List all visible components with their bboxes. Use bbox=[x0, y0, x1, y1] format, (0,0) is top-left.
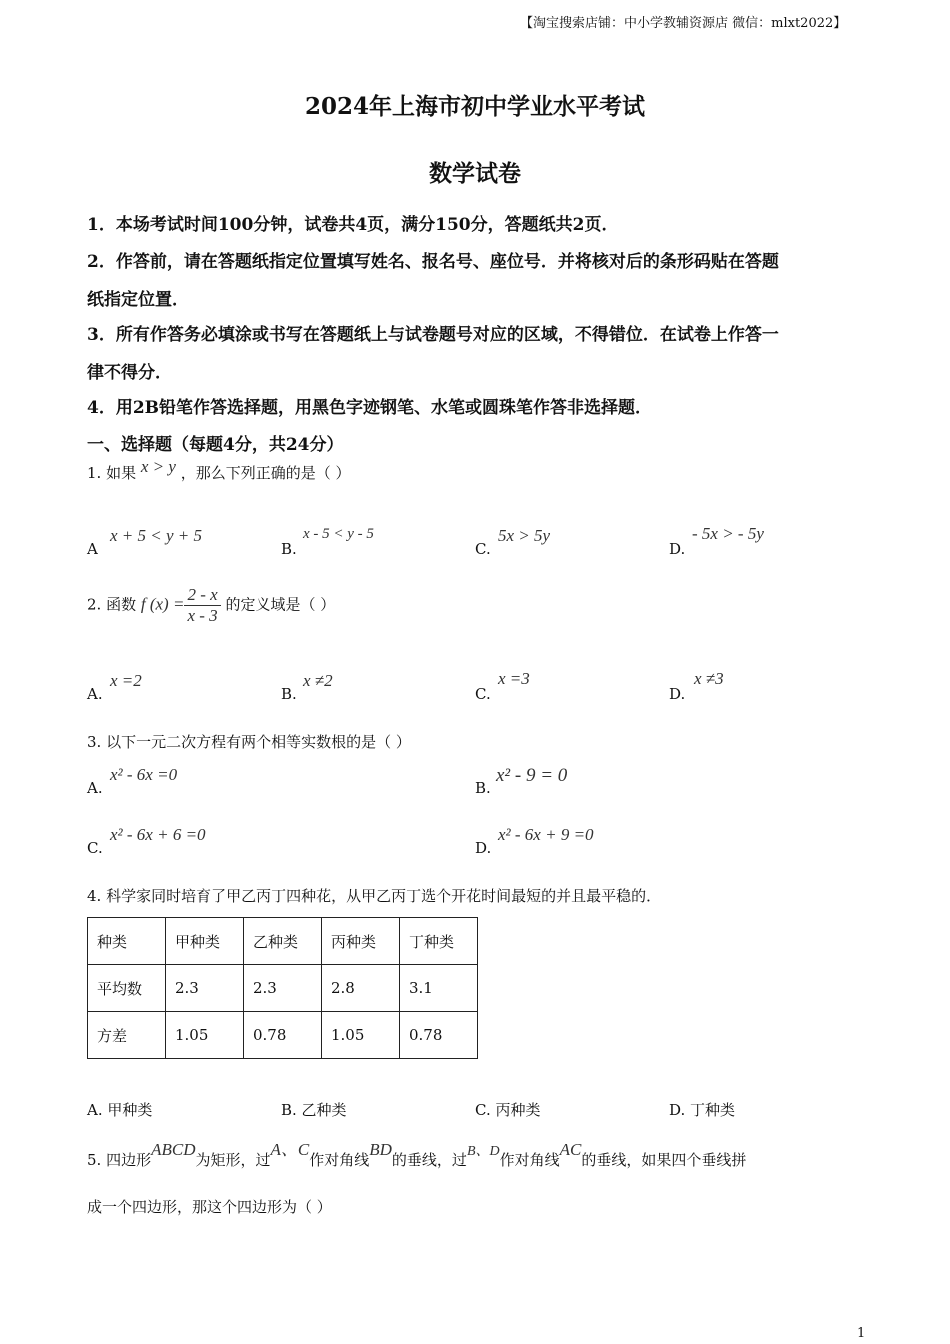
q1-condition: x > y bbox=[140, 457, 176, 476]
instruction-2b: 纸指定位置． bbox=[87, 290, 189, 310]
q4-option-b: B. 乙种类 bbox=[281, 1101, 347, 1119]
q1-option-d-label: D. bbox=[669, 540, 686, 558]
q5-text: 的垂线，过 bbox=[391, 1151, 467, 1169]
q2-option-a: x =2 bbox=[110, 671, 142, 690]
flower-data-table bbox=[87, 917, 478, 1059]
q4-option-c: C. 丙种类 bbox=[475, 1101, 541, 1119]
exam-title: 2024年上海市初中学业水平考试 bbox=[304, 93, 645, 120]
header-note: 【淘宝搜索店铺：中小学教辅资源店 微信：mlxt2022】 bbox=[520, 16, 847, 31]
table-cell: 3.1 bbox=[400, 965, 478, 1012]
q5-text: 为矩形，过 bbox=[195, 1151, 271, 1169]
q1-prefix: 1. 如果 bbox=[87, 464, 137, 482]
q2-option-d: x ≠3 bbox=[694, 669, 724, 688]
q3-option-c-label: C. bbox=[87, 839, 103, 857]
question-5 bbox=[87, 1140, 747, 1170]
q2-prefix: 2. 函数 bbox=[87, 595, 137, 614]
table-cell: 方差 bbox=[88, 1012, 166, 1059]
q1-option-a-label: A bbox=[87, 540, 98, 558]
q1-option-c: 5x > 5y bbox=[498, 526, 551, 545]
exam-subtitle: 数学试卷 bbox=[429, 160, 521, 187]
q2-option-c-label: C. bbox=[475, 685, 491, 703]
q2-option-d-label: D. bbox=[669, 685, 686, 703]
question-5-line2: 成一个四边形，那这个四边形为（ ） bbox=[87, 1198, 332, 1216]
q1-option-c-label: C. bbox=[475, 540, 491, 558]
question-1 bbox=[87, 457, 351, 483]
table-cell: 0.78 bbox=[400, 1012, 478, 1059]
q5-text: 的垂线，如果四个垂线拼 bbox=[581, 1151, 747, 1169]
q1-option-d: - 5x > - 5y bbox=[692, 524, 764, 543]
table-cell: 丙种类 bbox=[322, 918, 400, 965]
q5-math: B、D bbox=[466, 1144, 500, 1159]
instruction-3b: 律不得分． bbox=[87, 363, 172, 383]
q3-option-a-label: A. bbox=[87, 779, 103, 797]
table-cell: 1.05 bbox=[322, 1012, 400, 1059]
q2-function: f (x) = bbox=[140, 594, 185, 614]
q4-option-a: A. 甲种类 bbox=[87, 1101, 153, 1119]
q3-option-c: x² - 6x + 6 =0 bbox=[110, 825, 206, 844]
q1-option-b: x - 5 < y - 5 bbox=[303, 526, 374, 542]
q5-text: 作对角线 bbox=[499, 1151, 560, 1169]
table-row bbox=[88, 965, 478, 1012]
q3-option-a: x² - 6x =0 bbox=[110, 765, 178, 784]
q2-option-b-label: B. bbox=[281, 685, 297, 703]
q3-option-d-label: D. bbox=[475, 839, 492, 857]
table-header-row bbox=[88, 918, 478, 965]
table-cell: 平均数 bbox=[88, 965, 166, 1012]
q2-numerator: 2 - x bbox=[184, 585, 220, 606]
q2-option-c: x =3 bbox=[498, 669, 530, 688]
q2-option-a-label: A. bbox=[87, 685, 103, 703]
table-cell: 甲种类 bbox=[166, 918, 244, 965]
instruction-3a: 3．所有作答务必填涂或书写在答题纸上与试卷题号对应的区域，不得错位．在试卷上作答一 bbox=[87, 325, 779, 345]
instruction-2a: 2．作答前，请在答题纸指定位置填写姓名、报名号、座位号．并将核对后的条形码贴在答题 bbox=[87, 252, 779, 272]
q2-fraction bbox=[184, 585, 220, 626]
q1-option-a: x + 5 < y + 5 bbox=[110, 526, 203, 545]
table-cell: 种类 bbox=[88, 918, 166, 965]
q1-suffix: ，那么下列正确的是（ ） bbox=[180, 464, 351, 482]
instruction-4: 4．用2B铅笔作答选择题，用黑色字迹钢笔、水笔或圆珠笔作答非选择题． bbox=[87, 398, 653, 418]
section-heading: 一、选择题（每题4分，共24分） bbox=[87, 435, 344, 455]
table-cell: 2.8 bbox=[322, 965, 400, 1012]
q4-option-d: D. 丁种类 bbox=[669, 1101, 736, 1119]
q2-suffix: 的定义域是（ ） bbox=[225, 595, 336, 614]
table-cell: 1.05 bbox=[166, 1012, 244, 1059]
table-cell: 乙种类 bbox=[244, 918, 322, 965]
q5-math: ABCD bbox=[151, 1140, 196, 1159]
table-cell: 2.3 bbox=[166, 965, 244, 1012]
q3-option-b-label: B. bbox=[475, 779, 491, 797]
q5-math: BD bbox=[369, 1140, 392, 1159]
q3-option-d: x² - 6x + 9 =0 bbox=[498, 825, 594, 844]
q3-option-b: x² - 9 = 0 bbox=[496, 765, 568, 786]
question-3: 3. 以下一元二次方程有两个相等实数根的是（ ） bbox=[87, 733, 411, 751]
q2-denominator: x - 3 bbox=[187, 606, 218, 625]
table-row bbox=[88, 1012, 478, 1059]
table-cell: 2.3 bbox=[244, 965, 322, 1012]
page-number: 1 bbox=[857, 1326, 866, 1341]
q5-text: 5. 四边形 bbox=[87, 1151, 152, 1169]
q5-text: 作对角线 bbox=[309, 1151, 370, 1169]
question-4: 4. 科学家同时培育了甲乙丙丁四种花，从甲乙丙丁选个开花时间最短的并且最平稳的． bbox=[87, 887, 662, 905]
instruction-1: 1．本场考试时间100分钟，试卷共4页，满分150分，答题纸共2页． bbox=[87, 215, 619, 235]
q5-math: AC bbox=[559, 1140, 582, 1159]
table-cell: 0.78 bbox=[244, 1012, 322, 1059]
q5-math: A、C bbox=[270, 1140, 310, 1159]
question-2 bbox=[87, 585, 335, 626]
table-cell: 丁种类 bbox=[400, 918, 478, 965]
q1-option-b-label: B. bbox=[281, 540, 297, 558]
q2-option-b: x ≠2 bbox=[303, 671, 333, 690]
